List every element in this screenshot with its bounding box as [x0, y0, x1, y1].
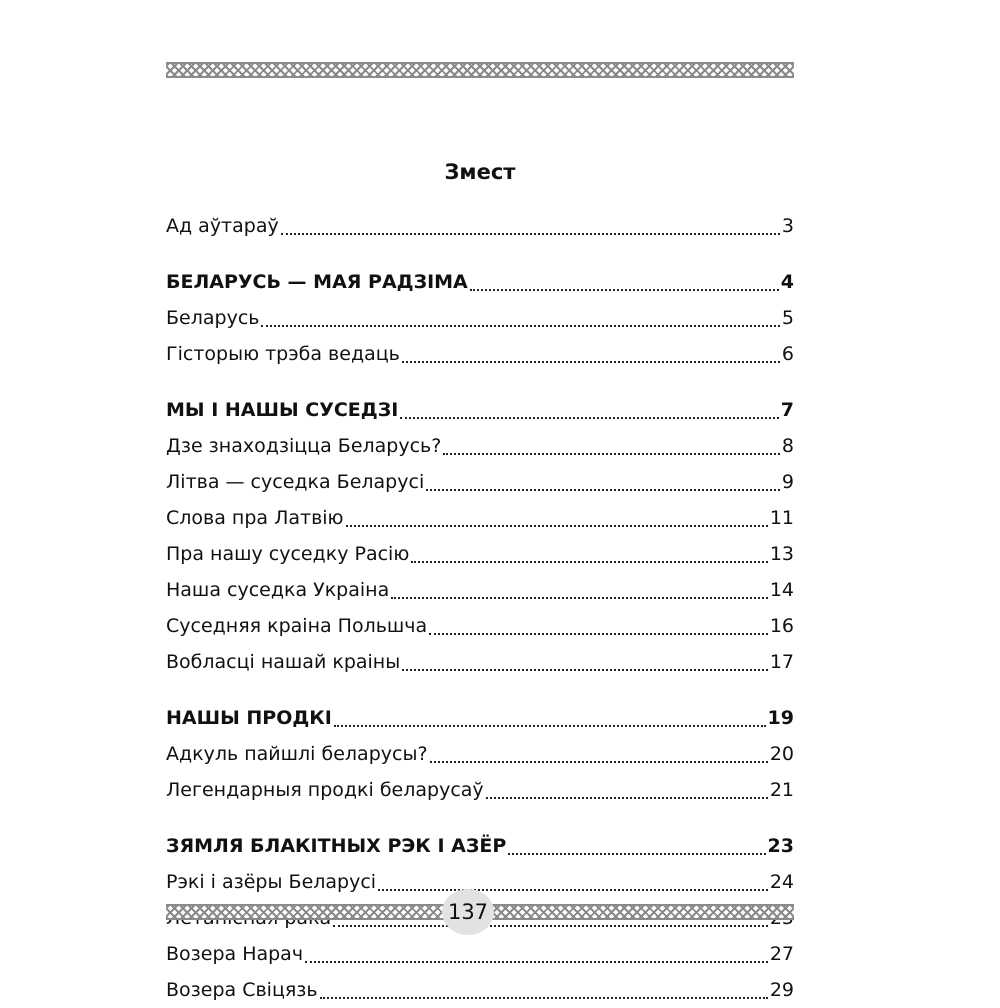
toc-entry-title: Беларусь	[166, 307, 260, 329]
dot-leader	[402, 361, 780, 363]
toc-entry-page: 23	[767, 835, 794, 857]
toc-entry-title: Гісторыю трэба ведаць	[166, 343, 400, 365]
dot-leader	[400, 417, 778, 419]
dot-leader	[391, 597, 768, 599]
toc-entry[interactable]	[166, 464, 794, 500]
toc-entry[interactable]	[166, 608, 794, 644]
toc-entry-title: ЗЯМЛЯ БЛАКІТНЫХ РЭК І АЗЁР	[166, 835, 507, 857]
toc-entry-page: 16	[769, 615, 794, 637]
toc-entry-title: НАШЫ ПРОДКІ	[166, 707, 332, 729]
toc-entry-page: 11	[769, 507, 794, 529]
toc-entry-title: Легендарныя продкі беларусаў	[166, 779, 484, 801]
toc-entry-title: Рэкі і азёры Беларусі	[166, 871, 377, 893]
dot-leader	[426, 489, 780, 491]
toc-entry-page: 17	[769, 651, 794, 673]
toc-chapter-entry[interactable]	[166, 264, 794, 300]
toc-entry[interactable]	[166, 736, 794, 772]
dot-leader	[430, 761, 768, 763]
toc-entry-title: Адкуль пайшлі беларусы?	[166, 743, 428, 765]
dot-leader	[346, 525, 768, 527]
dot-leader	[508, 853, 765, 855]
dot-leader	[333, 925, 768, 927]
toc-entry[interactable]	[166, 428, 794, 464]
dot-leader	[305, 961, 768, 963]
toc-entry-title: Слова пра Латвію	[166, 507, 344, 529]
dot-leader	[402, 669, 768, 671]
toc-entry-page: 9	[781, 471, 794, 493]
dot-leader	[411, 561, 768, 563]
toc-entry-page: 20	[769, 743, 794, 765]
toc-entry-page: 7	[780, 399, 794, 421]
toc-entry-page: 8	[781, 435, 794, 457]
toc-chapter-entry[interactable]	[166, 392, 794, 428]
toc-entry-page: 3	[781, 215, 794, 237]
toc-entry-title: Вобласці нашай краіны	[166, 651, 401, 673]
toc-entry[interactable]	[166, 500, 794, 536]
dot-leader	[443, 453, 780, 455]
toc-entry-title: Суседняя краіна Польшча	[166, 615, 428, 637]
toc-entry[interactable]	[166, 644, 794, 680]
dot-leader	[486, 797, 768, 799]
dot-leader	[320, 997, 768, 999]
toc-entry-title: МЫ І НАШЫ СУСЕДЗІ	[166, 399, 399, 421]
toc-entry-page: 5	[781, 307, 794, 329]
toc-entry-page: 6	[781, 343, 794, 365]
dot-leader	[429, 633, 768, 635]
toc-entry-page: 27	[769, 943, 794, 965]
toc-entry[interactable]	[166, 936, 794, 972]
toc-entry-title: Літва — суседка Беларусі	[166, 471, 425, 493]
toc-entry[interactable]	[166, 536, 794, 572]
page-number: 137	[442, 889, 494, 935]
toc-entry-page: 24	[769, 871, 794, 893]
top-ornament-border	[166, 62, 794, 78]
toc-entry-title: Наша суседка Украіна	[166, 579, 390, 601]
toc-entry-page: 21	[769, 779, 794, 801]
toc-entry-page: 14	[769, 579, 794, 601]
toc-entry[interactable]	[166, 300, 794, 336]
toc-entry-title: БЕЛАРУСЬ — МАЯ РАДЗІМА	[166, 271, 468, 293]
dot-leader	[378, 889, 768, 891]
toc-entry-page: 19	[767, 707, 794, 729]
toc-entry[interactable]	[166, 208, 794, 244]
table-of-contents	[166, 208, 794, 1008]
toc-entry-title: Возера Нарач	[166, 943, 304, 965]
toc-title: Змест	[444, 160, 516, 184]
dot-leader	[334, 725, 766, 727]
toc-entry-title: Возера Свіцязь	[166, 979, 318, 1001]
toc-entry-title: Дзе знаходзіцца Беларусь?	[166, 435, 442, 457]
dot-leader	[470, 289, 779, 291]
toc-chapter-entry[interactable]	[166, 700, 794, 736]
toc-entry[interactable]	[166, 336, 794, 372]
toc-entry-title: Пра нашу суседку Расію	[166, 543, 410, 565]
toc-entry-title: Ад аўтараў	[166, 215, 279, 237]
toc-entry[interactable]	[166, 972, 794, 1008]
toc-chapter-entry[interactable]	[166, 828, 794, 864]
dot-leader	[261, 325, 779, 327]
toc-entry-page: 29	[769, 979, 794, 1001]
toc-entry-page: 4	[780, 271, 794, 293]
dot-leader	[281, 233, 780, 235]
toc-entry-page: 13	[769, 543, 794, 565]
toc-entry[interactable]	[166, 572, 794, 608]
toc-entry[interactable]	[166, 772, 794, 808]
